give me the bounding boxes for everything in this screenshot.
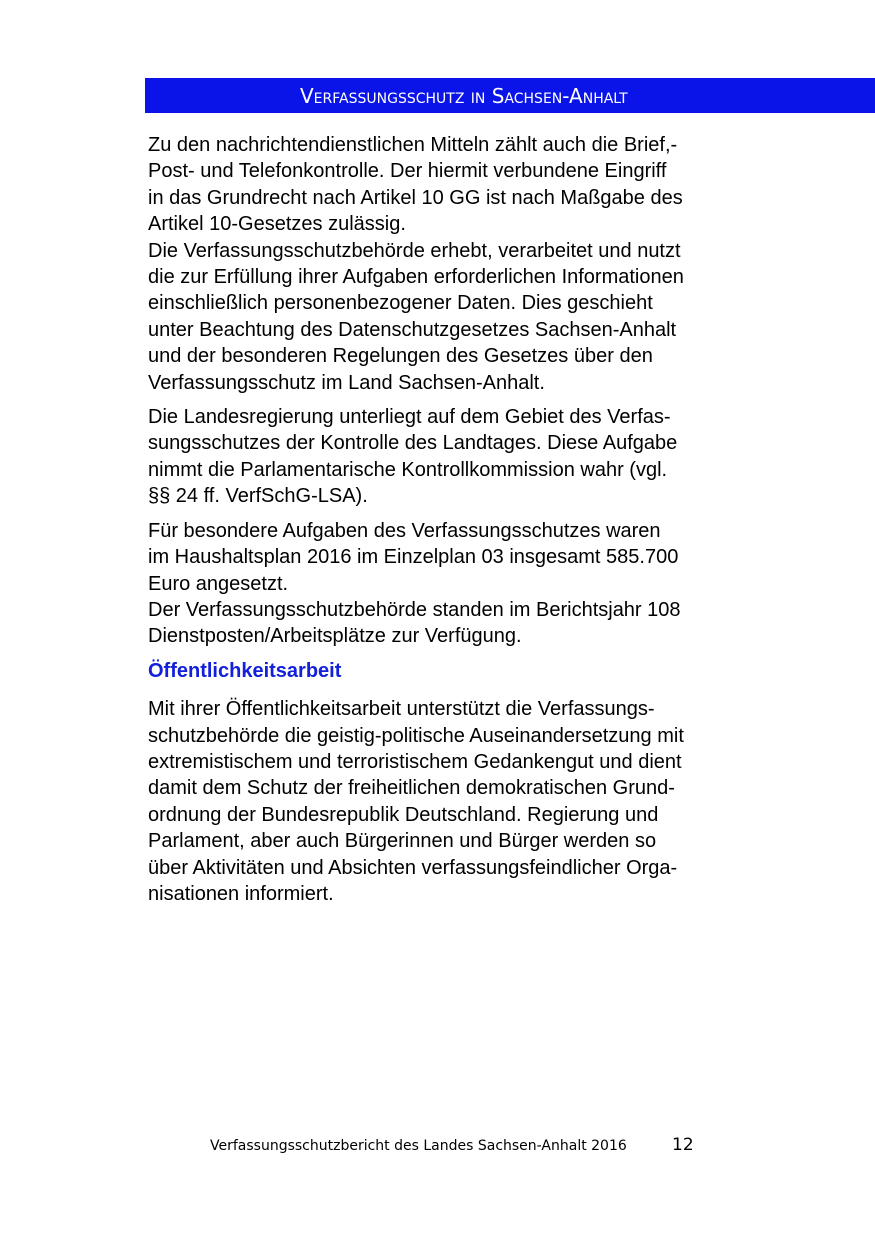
paragraph-haushaltsplan [148, 518, 773, 597]
section-heading-oeffentlichkeitsarbeit: Öffentlichkeitsarbeit [148, 659, 342, 682]
paragraph-oeffentlichkeitsarbeit [148, 696, 773, 907]
page-number: 12 [672, 1135, 694, 1155]
text-line: Artikel 10-Gesetzes zulässig. [148, 213, 406, 236]
text-line: einschließlich personenbezogener Daten. Dies geschieht [148, 292, 653, 315]
text-line: in das Grundrecht nach Artikel 10 GG ist nach Maßgabe des [148, 186, 683, 209]
text-line: Die Verfassungsschutzbehörde erhebt, verarbeitet und nutzt [148, 239, 681, 262]
text-line: Für besondere Aufgaben des Verfassungsschutzes waren [148, 519, 661, 542]
paragraph-dienstposten [148, 597, 773, 650]
text-line: ordnung der Bundesrepublik Deutschland. Regierung und [148, 803, 659, 826]
text-line: §§ 24 ff. VerfSchG-LSA). [148, 485, 368, 508]
text-line: Dienstposten/Arbeitsplätze zur Verfügung. [148, 625, 522, 648]
section-header-bar [145, 78, 875, 113]
text-line: schutzbehörde die geistig-politische Auseinandersetzung mit [148, 724, 684, 747]
main-content [148, 132, 773, 915]
text-line: nisationen informiert. [148, 882, 334, 905]
section-header-title: Verfassungsschutz in Sachsen-Anhalt [300, 84, 628, 108]
text-line: sungsschutzes der Kontrolle des Landtages. Diese Aufgabe [148, 432, 678, 455]
text-line: Post- und Telefonkontrolle. Der hiermit verbundene Eingriff [148, 160, 667, 183]
text-line: Euro angesetzt. [148, 572, 289, 595]
paragraph-brief-post-kontrolle [148, 132, 773, 238]
text-line: Die Landesregierung unterliegt auf dem Gebiet des Verfas- [148, 406, 671, 429]
text-line: damit dem Schutz der freiheitlichen demokratischen Grund- [148, 777, 675, 800]
text-line: extremistischem und terroristischem Gedankengut und dient [148, 750, 682, 773]
text-line: über Aktivitäten und Absichten verfassungsfeindlicher Orga- [148, 856, 678, 879]
paragraph-datenverarbeitung [148, 238, 773, 396]
paragraph-kontrolle-landtag [148, 404, 773, 510]
text-line: Verfassungsschutz im Land Sachsen-Anhalt. [148, 371, 545, 394]
text-line: Zu den nachrichtendienstlichen Mitteln zählt auch die Brief,- [148, 134, 678, 156]
text-line: Parlament, aber auch Bürgerinnen und Bürger werden so [148, 830, 657, 853]
text-line: die zur Erfüllung ihrer Aufgaben erforderlichen Informationen [148, 266, 684, 289]
text-line: im Haushaltsplan 2016 im Einzelplan 03 insgesamt 585.700 [148, 546, 679, 569]
text-line: Der Verfassungsschutzbehörde standen im Berichtsjahr 108 [148, 598, 681, 621]
text-line: nimmt die Parlamentarische Kontrollkommission wahr (vgl. [148, 458, 668, 481]
text-line: und der besonderen Regelungen des Gesetzes über den [148, 345, 653, 368]
text-line: unter Beachtung des Datenschutzgesetzes Sachsen-Anhalt [148, 318, 677, 341]
page-footer: Verfassungsschutzbericht des Landes Sachsen-Anhalt 2016 [210, 1138, 627, 1154]
text-line: Mit ihrer Öffentlichkeitsarbeit unterstützt die Verfassungs- [148, 698, 655, 721]
